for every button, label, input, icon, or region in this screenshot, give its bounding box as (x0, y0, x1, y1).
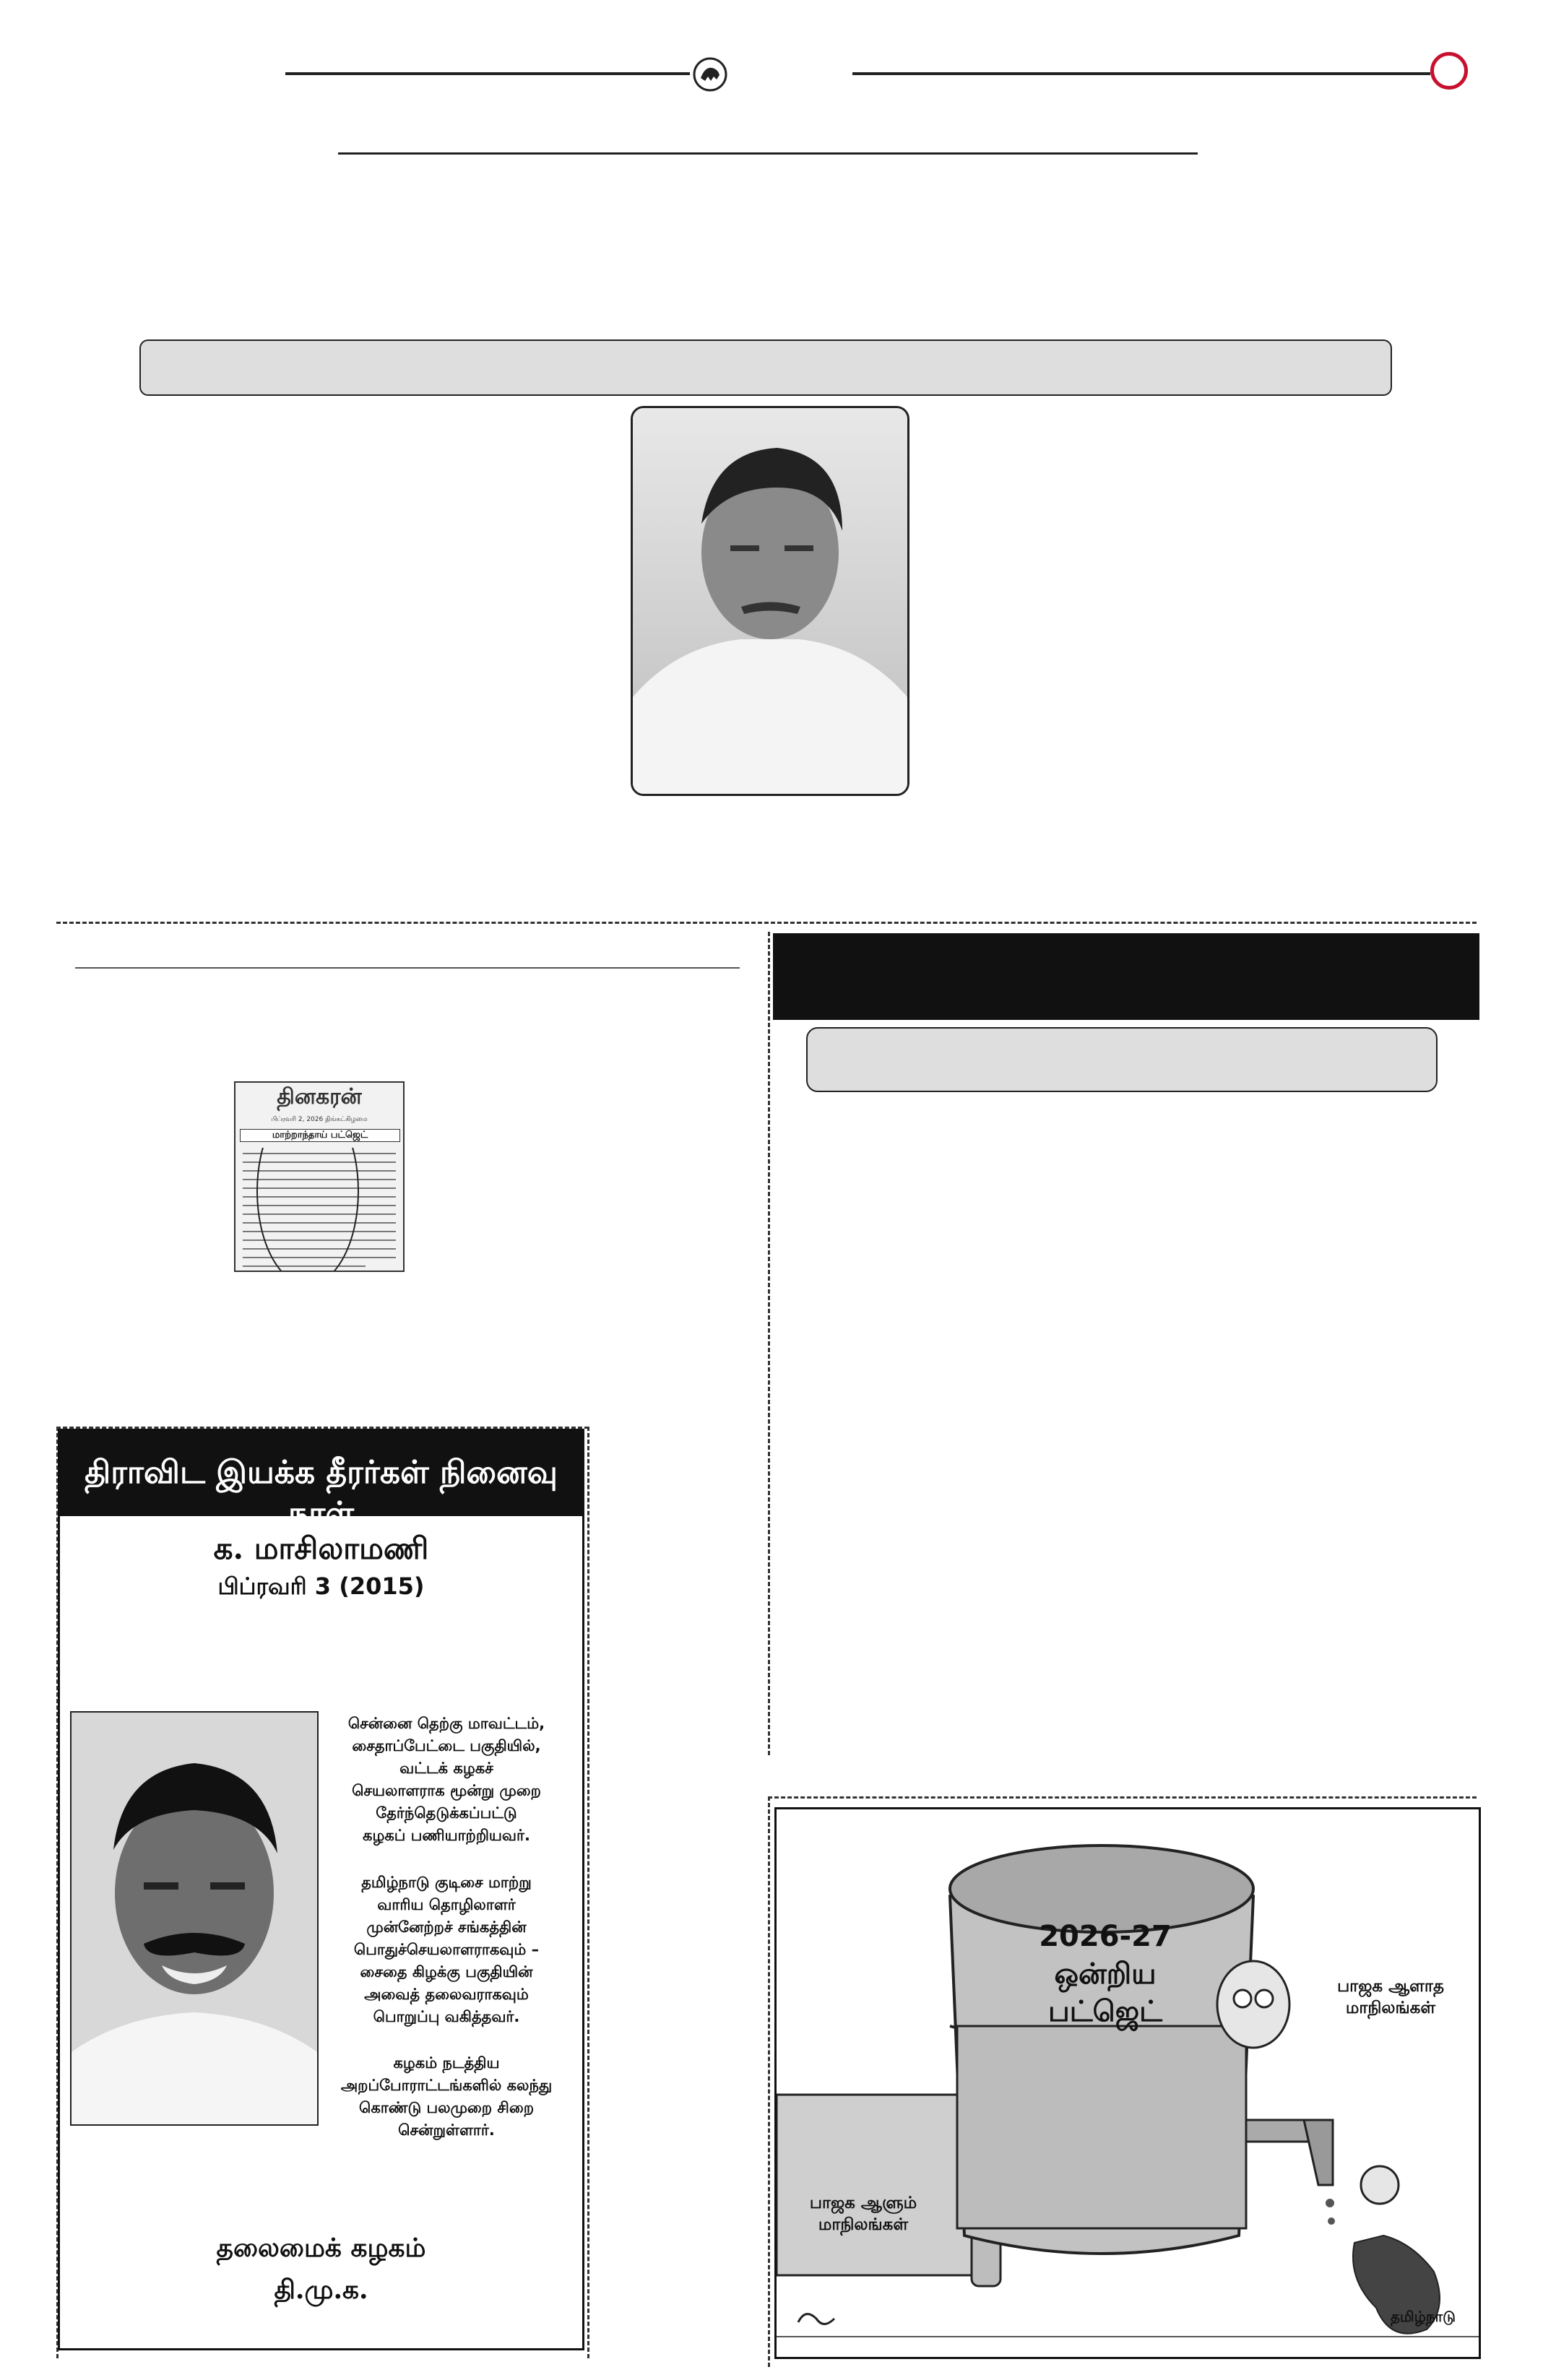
header-rule-right (852, 72, 1430, 75)
title-underline (338, 152, 1198, 155)
memorial-bio-3 (320, 2052, 573, 2142)
memorial-dashed-right (587, 1427, 589, 2358)
bio-line: கழகம் நடத்திய (393, 2054, 500, 2072)
right-article-pill (806, 1027, 1438, 1092)
memorial-bio-2 (320, 1871, 573, 2028)
memorial-name: க. மாசிலாமணி (213, 1531, 429, 1566)
bio-line: கொண்டு பலமுறை சிறை (359, 2099, 534, 2116)
right-black-banner (773, 933, 1479, 1020)
top-article-pill (139, 339, 1392, 396)
label-line: மாநிலங்கள் (818, 2215, 909, 2234)
memorial-box (58, 1429, 584, 2350)
bio-line: வாரிய தொழிலாளர் (377, 1896, 516, 1913)
clipping-date-line: பிப்ரவரி 2, 2026 திங்கட்கிழமை (271, 1116, 368, 1123)
right-column-dashed (768, 932, 770, 1755)
memorial-footer-party: தி.மு.க. (274, 2275, 368, 2305)
memorial-photo (70, 1711, 319, 2126)
portrait-photo (631, 406, 909, 796)
party-logo-icon (692, 56, 728, 92)
tank-label-line: 2026-27 (1039, 1920, 1172, 1953)
bio-line: பொதுச்செயலாளராகவும் – (353, 1941, 540, 1958)
political-cartoon (774, 1807, 1481, 2359)
clipping-masthead: தினகரன் (277, 1084, 362, 1109)
bio-line: அறப்போராட்டங்களில் கலந்து (340, 2077, 553, 2094)
bio-line: முன்னேற்றச் சங்கத்தின் (366, 1918, 527, 1936)
bio-line: வட்டக் கழகச் (399, 1760, 493, 1777)
page-number-circle (1430, 52, 1468, 90)
newspaper-clipping (234, 1081, 405, 1272)
label-line: பாஜக ஆளாத (1337, 1977, 1444, 1996)
bio-line: கழகப் பணியாற்றியவர். (363, 1827, 530, 1844)
cartoon-tank-label (997, 1918, 1214, 2030)
cartoon-label-non-bjp (1315, 1976, 1466, 2019)
bio-line: தமிழ்நாடு குடிசை மாற்று (361, 1874, 532, 1891)
memorial-header-banner (60, 1431, 582, 1532)
header-rule-left (285, 72, 690, 75)
cartoon-dashed-top (768, 1796, 1477, 1799)
left-column-rule (75, 967, 740, 969)
memorial-header-text: திராவிட இயக்க தீரர்கள் நினைவு நாள் (85, 1454, 558, 1532)
bio-line: சைதாப்பேட்டை பகுதியில், (352, 1737, 541, 1754)
bio-line: தேர்ந்தெடுக்கப்பட்டு (376, 1804, 517, 1822)
bio-line: அவைத் தலைவராகவும் (364, 1986, 529, 2003)
bio-line: செயலாளராக மூன்று முறை (352, 1782, 541, 1799)
label-line: மாநிலங்கள் (1345, 1999, 1436, 2017)
bio-line: பொறுப்பு வகித்தவர். (373, 2008, 520, 2025)
cartoon-label-tn: தமிழ்நாடு (1391, 2308, 1456, 2325)
cartoon-label-bjp (791, 2192, 935, 2236)
memorial-footer-org: தலைமைக் கழகம் (216, 2233, 426, 2263)
clipping-headline: மாற்றாந்தாய் பட்ஜெட் (240, 1129, 400, 1142)
bio-line: சென்றுள்ளார். (398, 2121, 495, 2139)
memorial-date: பிப்ரவரி 3 (2015) (217, 1572, 425, 1600)
bio-line: சைதை கிழக்கு பகுதியின் (360, 1963, 533, 1981)
label-line: பாஜக ஆளும் (809, 2194, 917, 2212)
bio-line: சென்னை தெற்கு மாவட்டம், (347, 1715, 545, 1732)
tank-label-line: ஒன்றிய (1054, 1957, 1157, 1991)
section-divider (56, 922, 1477, 924)
tank-label-line: பட்ஜெட் (1048, 1995, 1162, 2028)
memorial-bio-1 (320, 1713, 573, 1847)
cartoon-dashed-left (768, 1796, 770, 2367)
